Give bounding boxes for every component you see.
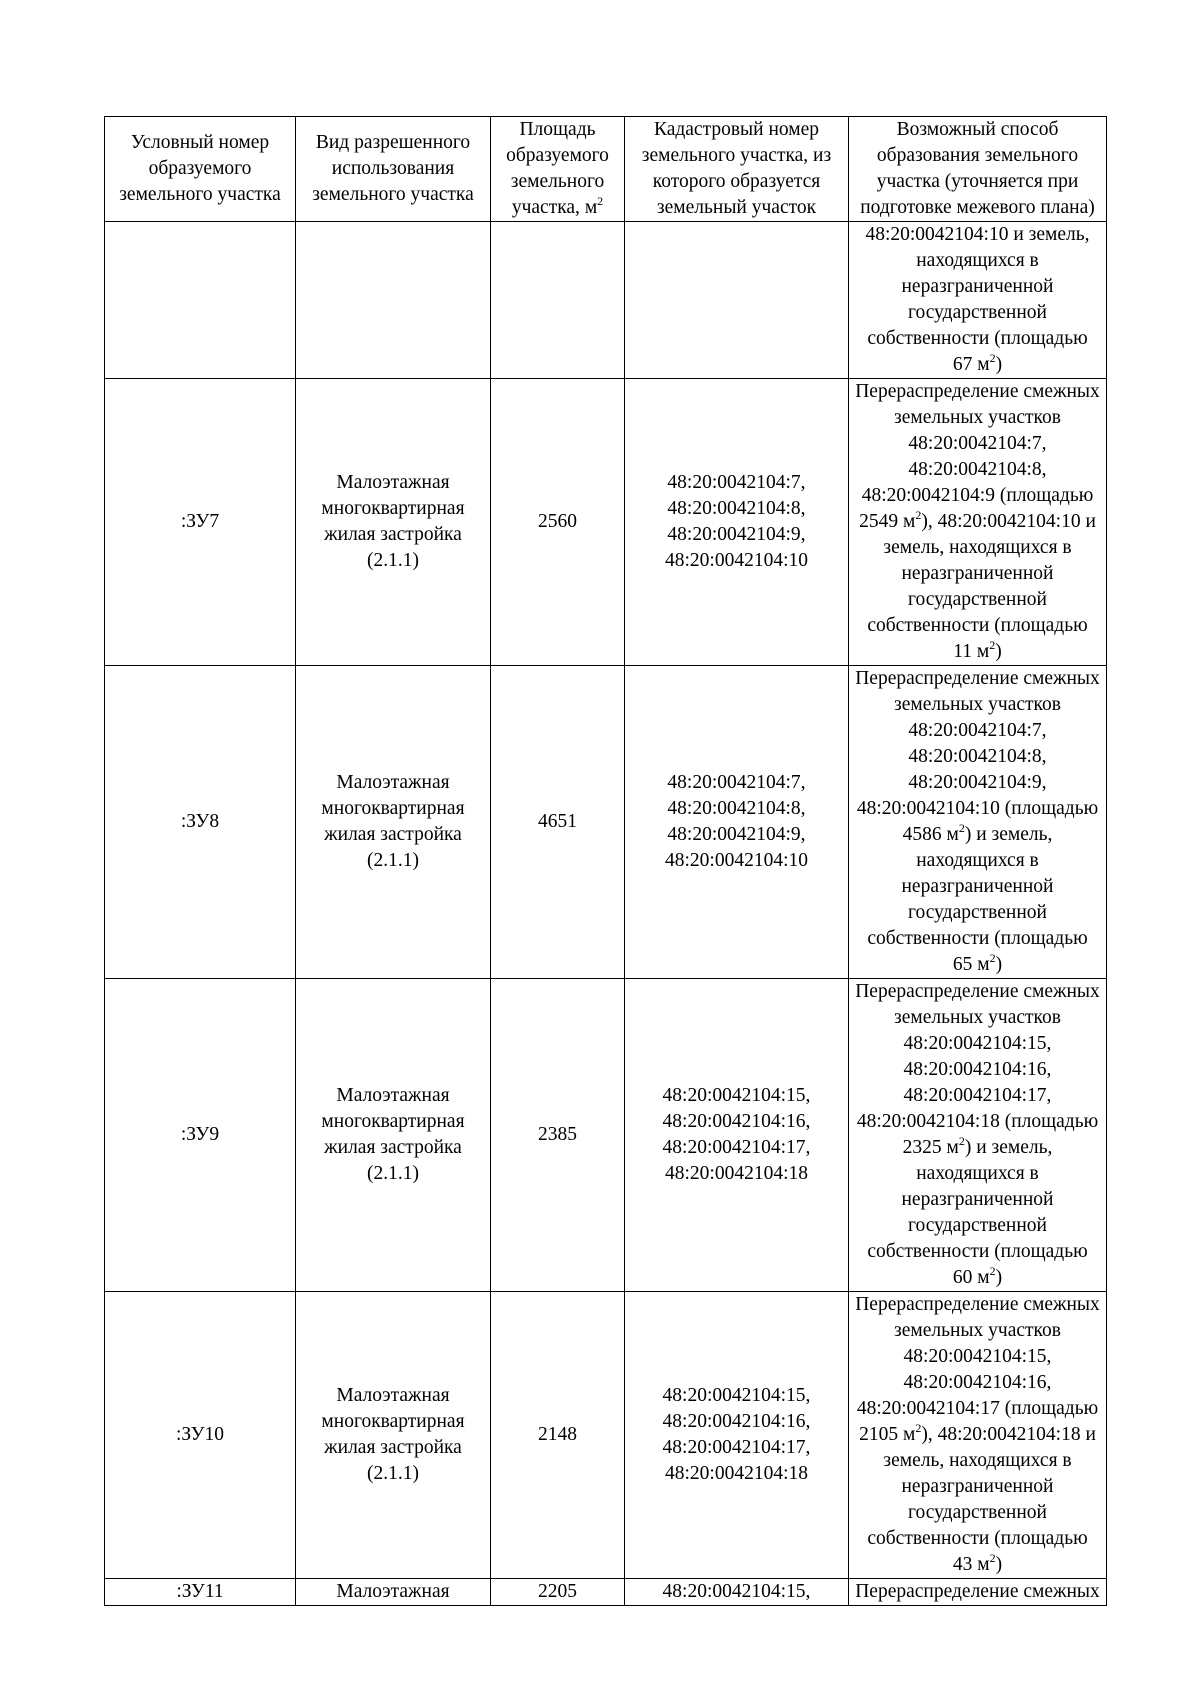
cell-plot-number: :ЗУ8 — [105, 666, 296, 979]
table-row — [105, 379, 1107, 666]
table-header-row — [105, 117, 1107, 222]
cell-plot-number: :ЗУ11 — [105, 1579, 296, 1606]
cell-plot-number — [105, 222, 296, 379]
header-plot-number: Условный номер образуемого земельного участка — [105, 117, 296, 222]
cell-cadastral-number: 48:20:0042104:15, 48:20:0042104:16, 48:20:0042104:17, 48:20:0042104:18 — [625, 979, 849, 1292]
cell-permitted-use: Малоэтажная — [296, 1579, 491, 1606]
header-area: Площадь образуемого земельного участка, $м^2$ — [491, 117, 625, 222]
cell-plot-number: :ЗУ10 — [105, 1292, 296, 1579]
cell-area: 2560 — [491, 379, 625, 666]
cell-cadastral-number: 48:20:0042104:7, 48:20:0042104:8, 48:20:0042104:9, 48:20:0042104:10 — [625, 666, 849, 979]
cell-area: 4651 — [491, 666, 625, 979]
land-plots-table — [104, 116, 1107, 1606]
cell-formation-method: Перераспределение смежных земельных участков 48:20:0042104:7, 48:20:0042104:8, 48:20:0042104:9, 48:20:0042104:10 (площадью 4586 $м^2$) и земель, находящихся в неразграниченной государственной собственности (площадью 65 $м^2$) — [849, 666, 1107, 979]
cell-permitted-use: Малоэтажная многоквартирная жилая застройка (2.1.1) — [296, 979, 491, 1292]
cell-formation-method: Перераспределение смежных — [849, 1579, 1107, 1606]
cell-cadastral-number: 48:20:0042104:15, 48:20:0042104:16, 48:20:0042104:17, 48:20:0042104:18 — [625, 1292, 849, 1579]
cell-permitted-use — [296, 222, 491, 379]
cell-formation-method: Перераспределение смежных земельных участков 48:20:0042104:15, 48:20:0042104:16, 48:20:0042104:17, 48:20:0042104:18 (площадью 2325 $м^2$) и земель, находящихся в неразграниченной государственной собственности (площадью 60 $м^2$) — [849, 979, 1107, 1292]
cell-plot-number: :ЗУ9 — [105, 979, 296, 1292]
header-permitted-use: Вид разрешенного использования земельного участка — [296, 117, 491, 222]
cell-cadastral-number: 48:20:0042104:7, 48:20:0042104:8, 48:20:0042104:9, 48:20:0042104:10 — [625, 379, 849, 666]
cell-cadastral-number: 48:20:0042104:15, — [625, 1579, 849, 1606]
cell-formation-method: Перераспределение смежных земельных участков 48:20:0042104:15, 48:20:0042104:16, 48:20:0042104:17 (площадью 2105 $м^2$), 48:20:0042104:18 и земель, находящихся в неразграниченной государственной собственности (площадью 43 $м^2$) — [849, 1292, 1107, 1579]
cell-area: 2385 — [491, 979, 625, 1292]
cell-area — [491, 222, 625, 379]
table-row — [105, 1292, 1107, 1579]
header-formation-method: Возможный способ образования земельного участка (уточняется при подготовке межевого плана) — [849, 117, 1107, 222]
cell-area: 2148 — [491, 1292, 625, 1579]
table-row — [105, 666, 1107, 979]
cell-area: 2205 — [491, 1579, 625, 1606]
cell-plot-number: :ЗУ7 — [105, 379, 296, 666]
table-row — [105, 222, 1107, 379]
cell-formation-method: 48:20:0042104:10 и земель, находящихся в неразграниченной государственной собственности (площадью 67 $м^2$) — [849, 222, 1107, 379]
cell-permitted-use: Малоэтажная многоквартирная жилая застройка (2.1.1) — [296, 666, 491, 979]
cell-cadastral-number — [625, 222, 849, 379]
cell-formation-method: Перераспределение смежных земельных участков 48:20:0042104:7, 48:20:0042104:8, 48:20:0042104:9 (площадью 2549 $м^2$), 48:20:0042104:10 и земель, находящихся в неразграниченной государственной собственности (площадью 11 $м^2$) — [849, 379, 1107, 666]
cell-permitted-use: Малоэтажная многоквартирная жилая застройка (2.1.1) — [296, 1292, 491, 1579]
header-cadastral-number: Кадастровый номер земельного участка, из которого образуется земельный участок — [625, 117, 849, 222]
table-row — [105, 1579, 1107, 1606]
cell-permitted-use: Малоэтажная многоквартирная жилая застройка (2.1.1) — [296, 379, 491, 666]
table-row — [105, 979, 1107, 1292]
